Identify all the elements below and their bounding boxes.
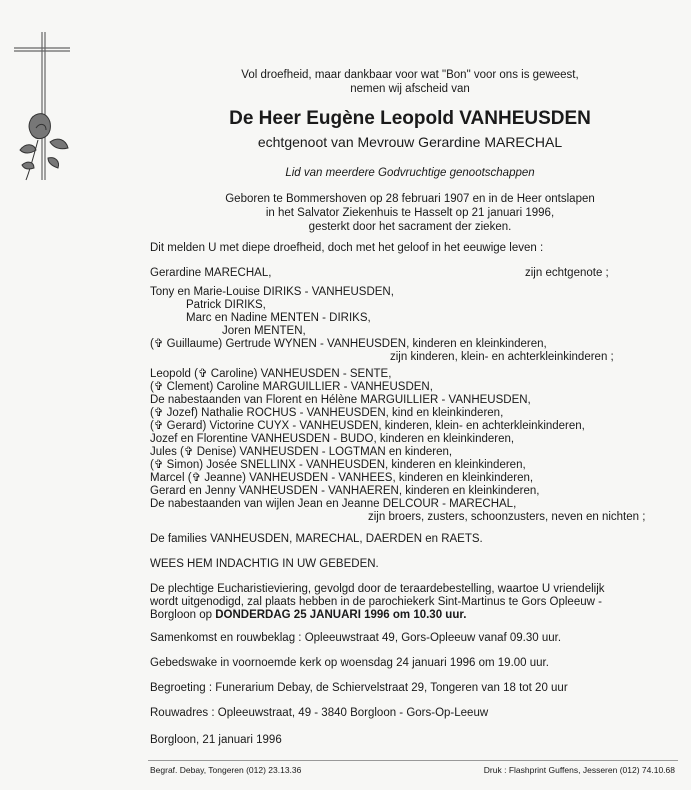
funeral-home-line: Begroeting : Funerarium Debay, de Schiervelstraat 29, Tongeren van 18 tot 20 uur [150, 682, 568, 694]
sibling-line: (✞ Jozef) Nathalie ROCHUS - VANHEUSDEN, kind en kleinkinderen, [150, 407, 504, 419]
child-line: Tony en Marie-Louise DIRIKS - VANHEUSDEN, [150, 286, 394, 298]
ceremony-line-1: De plechtige Eucharistieviering, gevolgd door de teraardebestelling, waartoe U vriendelijk [150, 583, 605, 595]
sibling-line: Jozef en Florentine VANHEUSDEN - BUDO, kinderen en kleinkinderen, [150, 433, 515, 445]
sibling-line: (✞ Gerard) Victorine CUYX - VANHEUSDEN, kinderen, klein- en achterkleinkinderen, [150, 420, 585, 432]
sibling-line: De nabestaanden van Florent en Hélène MARGUILLIER - VANHEUSDEN, [150, 394, 531, 406]
child-line: Joren MENTEN, [222, 325, 306, 337]
wife-role: zijn echtgenote ; [525, 267, 609, 279]
footer-divider [148, 760, 678, 761]
intro-line-2: nemen wij afscheid van [350, 83, 470, 95]
announce-line: Dit melden U met diepe droefheid, doch met het geloof in het eeuwige leven : [150, 242, 544, 254]
sibling-line: Jules (✞ Denise) VANHEUSDEN - LOGTMAN en kinderen, [150, 446, 453, 458]
intro-line-1: Vol droefheid, maar dankbaar voor wat "Bon" voor ons is geweest, [241, 69, 579, 81]
wife-name: Gerardine MARECHAL, [150, 267, 272, 279]
birth-line-2: in het Salvator Ziekenhuis te Hasselt op 21 januari 1996, [265, 207, 555, 219]
sibling-line: (✞ Simon) Josée SNELLINX - VANHEUSDEN, kinderen en kleinkinderen, [150, 459, 526, 471]
gathering-line: Samenkomst en rouwbeklag : Opleeuwstraat 49, Gors-Opleeuw vanaf 09.30 uur. [150, 632, 562, 644]
birth-line-3: gesterkt door het sacrament der zieken. [308, 221, 512, 233]
spouse-line: echtgenoot van Mevrouw Gerardine MARECHAL [257, 134, 563, 150]
ceremony-prefix: Borgloon op [150, 609, 216, 621]
birth-line-1: Geboren te Bommershoven op 28 februari 1907 en in de Heer ontslapen [225, 193, 595, 205]
families-line: De families VANHEUSDEN, MARECHAL, DAERDEN en RAETS. [150, 533, 483, 545]
sibling-line: De nabestaanden van wijlen Jean en Jeanne DELCOUR - MARECHAL, [150, 498, 517, 510]
child-line: Patrick DIRIKS, [186, 299, 266, 311]
children-role: zijn kinderen, klein- en achterkleinkinderen ; [390, 351, 614, 363]
cross-flower-icon [12, 30, 72, 200]
place-date: Borgloon, 21 januari 1996 [150, 734, 282, 746]
membership-line: Lid van meerdere Godvruchtige genootschappen [285, 167, 535, 179]
sibling-line: Leopold (✞ Caroline) VANHEUSDEN - SENTE, [150, 368, 392, 380]
footer-right: Druk : Flashprint Guffens, Jesseren (012) 74.10.68 [483, 765, 675, 775]
child-line: (✞ Guillaume) Gertrude WYNEN - VANHEUSDEN, kinderen en kleinkinderen, [150, 338, 547, 350]
sibling-line: Marcel (✞ Jeanne) VANHEUSDEN - VANHEES, kinderen en kleinkinderen, [150, 472, 534, 484]
child-line: Marc en Nadine MENTEN - DIRIKS, [186, 312, 371, 324]
vigil-line: Gebedswake in voornoemde kerk op woensdag 24 januari 1996 om 19.00 uur. [150, 657, 549, 669]
remember-line: WEES HEM INDACHTIG IN UW GEBEDEN. [150, 558, 379, 570]
deceased-name: De Heer Eugène Leopold VANHEUSDEN [229, 108, 591, 129]
mourning-address-line: Rouwadres : Opleeuwstraat, 49 - 3840 Borgloon - Gors-Op-Leeuw [150, 707, 489, 719]
footer-left: Begraf. Debay, Tongeren (012) 23.13.36 [150, 765, 302, 775]
ceremony-line-2: wordt uitgenodigd, zal plaats hebben in de parochiekerk Sint-Martinus te Gors Opleeuw - [150, 596, 602, 608]
ceremony-datetime: DONDERDAG 25 JANUARI 1996 om 10.30 uur. [215, 609, 467, 621]
sibling-line: Gerard en Jenny VANHEUSDEN - VANHAEREN, kinderen en kleinkinderen, [150, 485, 540, 497]
siblings-role: zijn broers, zusters, schoonzusters, neven en nichten ; [368, 511, 646, 523]
ceremony-line-3 [150, 608, 466, 622]
sibling-line: (✞ Clement) Caroline MARGUILLIER - VANHEUSDEN, [150, 381, 433, 393]
